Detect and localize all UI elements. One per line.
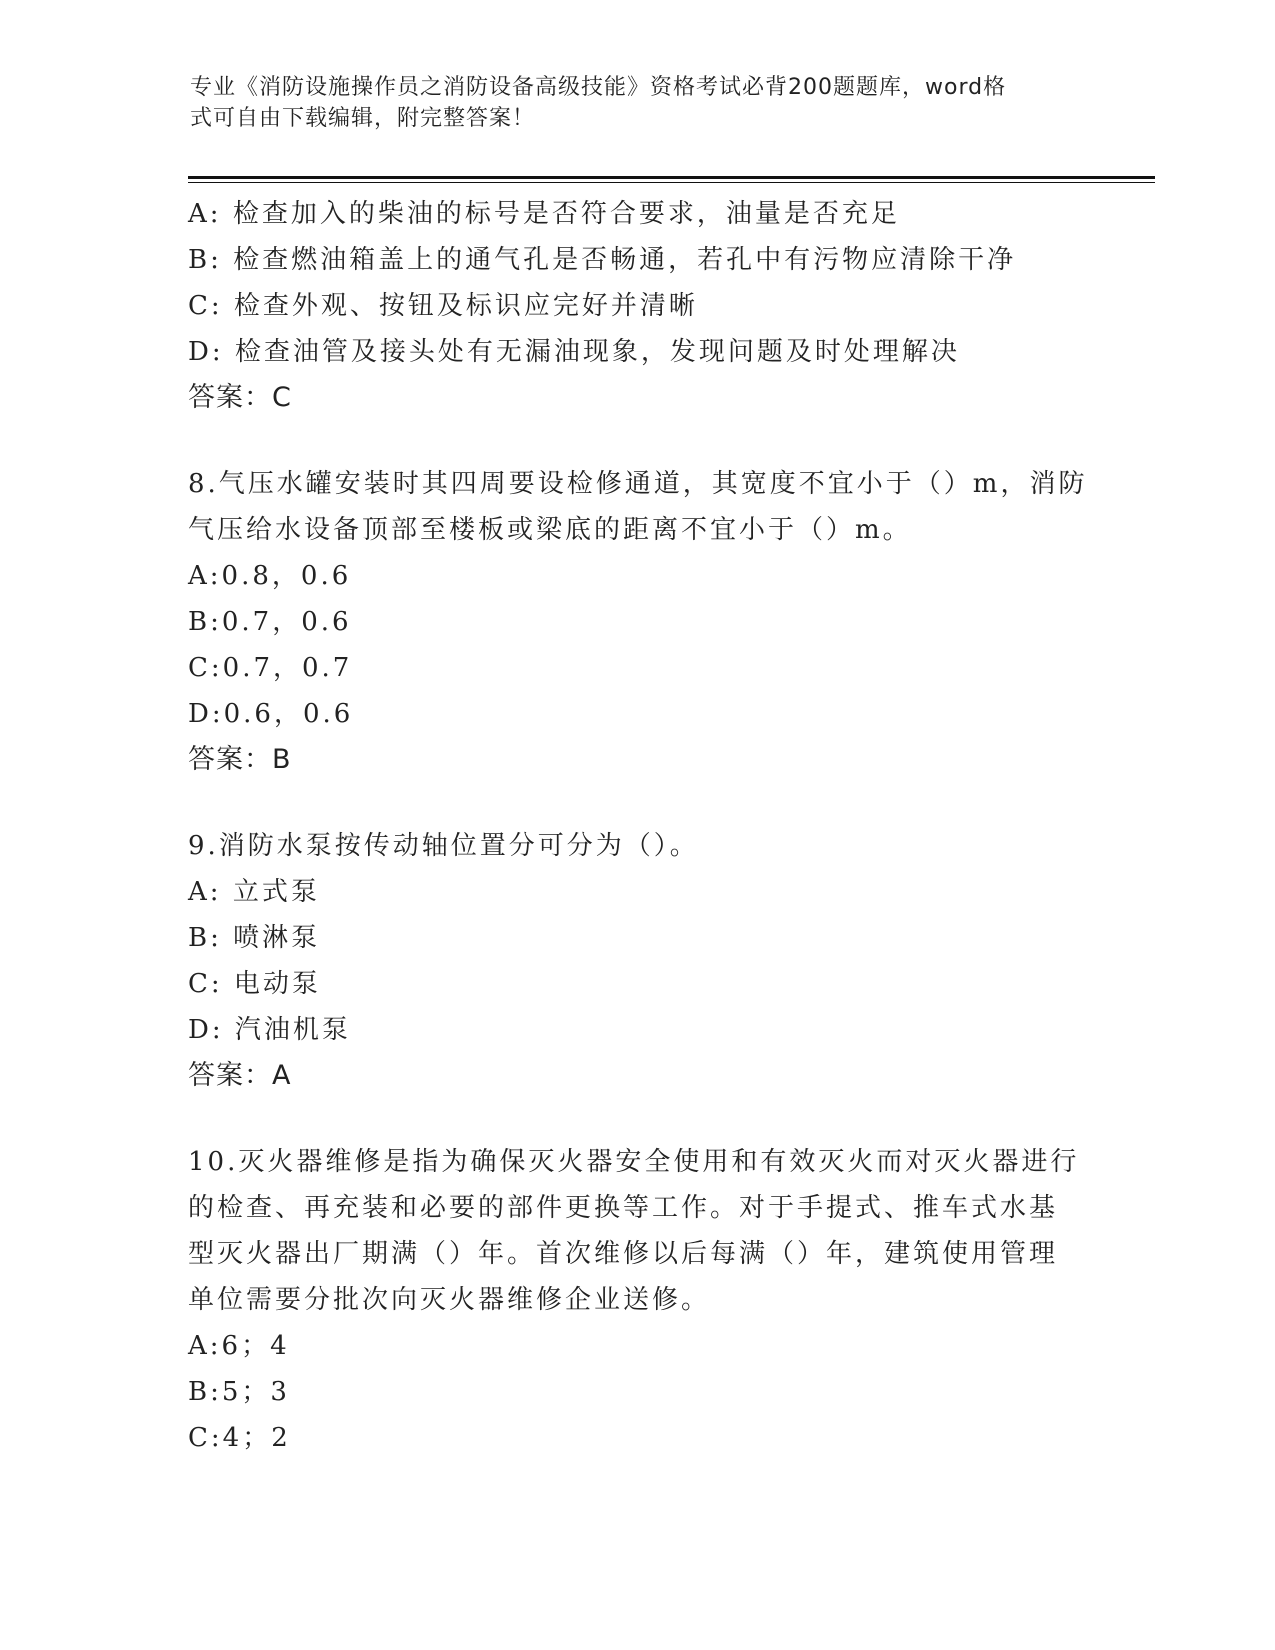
- question-list: [188, 191, 1088, 1461]
- option-b: [188, 915, 1088, 961]
- option-key: A:: [188, 199, 222, 229]
- option-text: 检查油管及接头处有无漏油现象，发现问题及时处理解决: [234, 337, 960, 367]
- option-key: D:: [188, 1015, 224, 1045]
- document-header: [190, 72, 1090, 134]
- option-c: [188, 1415, 1088, 1461]
- question-stem-line: 8.气压水罐安装时其四周要设检修通道，其宽度不宜小于（）m，消防: [188, 469, 1088, 499]
- option-c: [188, 283, 1088, 329]
- question-stem-line: 气压给水设备顶部至楼板或梁底的距离不宜小于（）m。: [188, 515, 912, 545]
- option-a: [188, 869, 1088, 915]
- option-b: [188, 1369, 1088, 1415]
- option-b: [188, 237, 1088, 283]
- option-d: [188, 329, 1088, 375]
- option-text: 4；2: [222, 1423, 291, 1453]
- option-key: D:: [188, 699, 224, 729]
- option-text: 检查外观、按钮及标识应完好并清晰: [233, 291, 698, 321]
- header-divider-thin: [188, 182, 1155, 183]
- option-a: [188, 191, 1088, 237]
- option-c: [188, 645, 1088, 691]
- option-key: B:: [188, 923, 222, 953]
- option-text: 0.8，0.6: [221, 561, 352, 591]
- option-key: B:: [188, 607, 222, 637]
- question-stem-line: 的检查、再充装和必要的部件更换等工作。对于手提式、推车式水基: [188, 1193, 1059, 1223]
- question-stem-line: 10.灭火器维修是指为确保灭火器安全使用和有效灭火而对灭火器进行: [188, 1147, 1080, 1177]
- header-divider-thick: [188, 176, 1155, 179]
- option-text: 6；4: [221, 1331, 290, 1361]
- option-c: [188, 961, 1088, 1007]
- question-10: [188, 1139, 1088, 1461]
- option-key: C:: [188, 1423, 223, 1453]
- option-a: [188, 1323, 1088, 1369]
- answer-label: 答案：A: [188, 1060, 292, 1091]
- option-text: 0.6，0.6: [223, 699, 354, 729]
- option-key: C:: [188, 653, 223, 683]
- option-key: B:: [188, 1377, 222, 1407]
- option-text: 电动泵: [233, 969, 321, 999]
- header-line-1: 专业《消防设施操作员之消防设备高级技能》资格考试必背200题题库，word格: [190, 75, 1007, 100]
- answer-label: 答案：B: [188, 744, 292, 775]
- header-line-2: 式可自由下载编辑，附完整答案！: [190, 106, 536, 131]
- option-text: 检查燃油箱盖上的通气孔是否畅通，若孔中有污物应清除干净: [233, 245, 1017, 275]
- option-key: A:: [188, 1331, 222, 1361]
- option-a: [188, 553, 1088, 599]
- option-key: C:: [188, 969, 223, 999]
- question-8: [188, 461, 1088, 783]
- option-b: [188, 599, 1088, 645]
- question-stem-line: 单位需要分批次向灭火器维修企业送修。: [188, 1285, 711, 1315]
- option-text: 5；3: [221, 1377, 290, 1407]
- question-stem-line: 型灭火器出厂期满（）年。首次维修以后每满（）年，建筑使用管理: [188, 1239, 1059, 1269]
- question-stem-line: 9.消防水泵按传动轴位置分可分为（）。: [188, 831, 699, 861]
- option-text: 汽油机泵: [234, 1015, 351, 1045]
- question-7: [188, 191, 1088, 421]
- question-9: [188, 823, 1088, 1099]
- option-key: A:: [188, 561, 222, 591]
- option-text: 立式泵: [232, 877, 320, 907]
- option-d: [188, 691, 1088, 737]
- option-d: [188, 1007, 1088, 1053]
- answer-label: 答案：C: [188, 382, 292, 413]
- option-key: A:: [188, 877, 222, 907]
- option-text: 0.7，0.7: [222, 653, 353, 683]
- option-key: C:: [188, 291, 223, 321]
- option-text: 喷淋泵: [233, 923, 321, 953]
- option-key: D:: [188, 337, 224, 367]
- option-text: 检查加入的柴油的标号是否符合要求，油量是否充足: [232, 199, 900, 229]
- option-text: 0.7，0.6: [221, 607, 352, 637]
- option-key: B:: [188, 245, 222, 275]
